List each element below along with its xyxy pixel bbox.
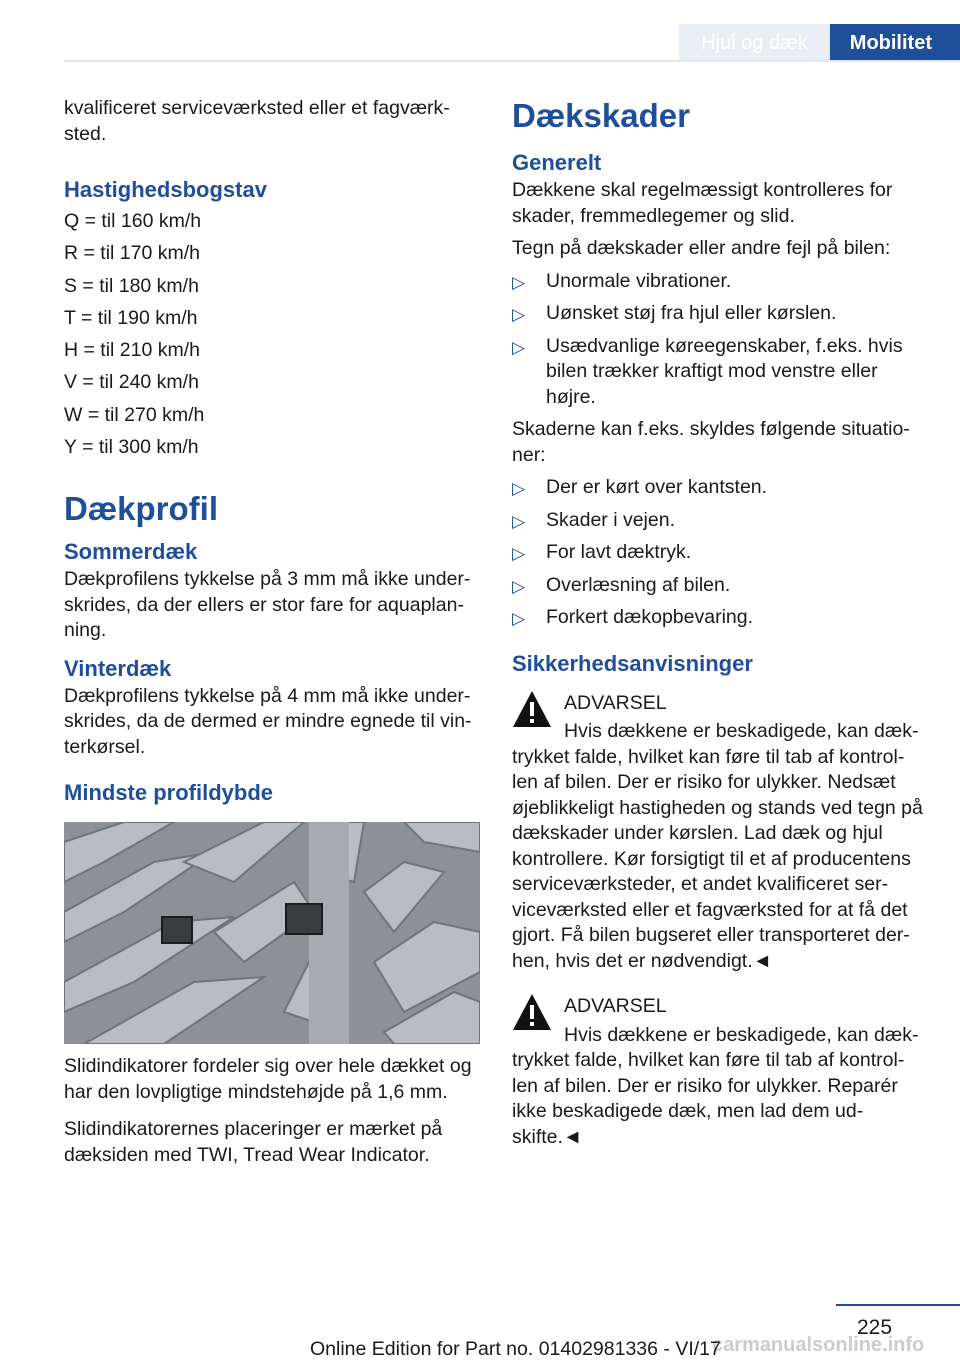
speed-item: S = til 180 km/h: [64, 274, 199, 297]
triangle-bullet-icon: ▷: [512, 609, 526, 628]
triangle-bullet-icon: ▷: [512, 511, 526, 531]
edition-text: Online Edition for Part no. 01402981336 - VI/17: [310, 1338, 721, 1360]
causes-intro: Skaderne kan f.eks. skyldes følgende situatio-ner:: [512, 418, 910, 466]
speed-item: W = til 270 km/h: [64, 403, 205, 426]
triangle-bullet-icon: ▷: [512, 479, 526, 498]
summer-text: Dækprofilens tykkelse på 3 mm må ikke under-skrides, da der ellers er stor fare for aquaplan-ning.: [64, 568, 471, 642]
warning-text: Hvis dækkene er beskadigede, kan dæk-trykket falde, hvilket kan føre til tab af kontrol-len af bilen. Der er risiko for ulykker. Reparér ikke beskadigede dæk, men lad dem ud-skifte.◄: [512, 1023, 919, 1148]
tire-tread-illustration: [64, 822, 480, 1044]
speed-item: Q = til 160 km/h: [64, 210, 202, 232]
speed-item: Y = til 300 km/h: [64, 436, 199, 459]
triangle-bullet-icon: ▷: [512, 544, 526, 563]
warning-text: Hvis dækkene er beskadigede, kan dæk-trykket falde, hvilket kan føre til tab af kontrol-len af bilen. Der er risiko for ulykker. Nedsæt øjeblikkeligt hastigheden og stands ved tegn på dækskader under kørslen. Lad dæk og hjul kontrollere. Kør forsigtigt til et af producentens serviceværksteder, et andet kvalificeret ser-viceværksted eller et fagværksted for at få det gjort. Få bilen bugseret eller transporteret der-hen, hvis det er nødvendigt.◄: [512, 720, 923, 972]
winter-text: Dækprofilens tykkelse på 4 mm må ikke under-skrides, da de dermed er mindre egnede til vin-terkørsel.: [64, 684, 472, 758]
page-number: 225: [857, 1316, 893, 1339]
speed-item: R = til 170 km/h: [64, 242, 201, 265]
header-tabs: [679, 24, 960, 62]
list-item: ▷ Skader i vejen.: [512, 508, 928, 534]
signs-list: [512, 269, 928, 411]
tab-chapter[interactable]: Mobilitet: [830, 24, 960, 62]
warning-block: [512, 691, 928, 717]
list-item: ▷ Forkert dækopbevaring.: [512, 605, 928, 631]
warning-label: ADVARSEL: [564, 691, 667, 714]
watermark: carmanualsonline.info: [712, 1334, 925, 1356]
general-text: Dækkene skal regelmæssigt kontrolleres for skader, fremmedlegemer og slid.: [512, 179, 893, 227]
left-column: [64, 96, 484, 1168]
list-item: ▷ For lavt dæktryk.: [512, 540, 928, 566]
list-item: ▷ Usædvanlige køreegenskaber, f.eks. hvis bilen trækker kraftigt mod venstre eller højre.: [512, 334, 903, 408]
triangle-bullet-icon: ▷: [512, 305, 526, 324]
tab-section[interactable]: Hjul og dæk: [679, 24, 830, 62]
safety-heading: Sikkerhedsanvisninger: [512, 650, 753, 676]
speed-heading: Hastighedsbogstav: [64, 177, 267, 202]
triangle-bullet-icon: ▷: [512, 272, 526, 292]
warning-triangle-icon: [512, 992, 552, 1032]
triangle-bullet-icon: ▷: [512, 337, 526, 357]
general-heading: Generelt: [512, 150, 602, 175]
profile-heading: Dækprofil: [64, 490, 219, 528]
list-item: ▷ Uønsket støj fra hjul eller kørslen.: [512, 301, 928, 327]
list-item: ▷ Unormale vibrationer.: [512, 269, 928, 295]
min-depth-heading: Mindste profildybde: [64, 780, 273, 806]
list-item: ▷ Overlæsning af bilen.: [512, 573, 928, 599]
speed-item: H = til 210 km/h: [64, 339, 201, 362]
speed-list: [64, 205, 484, 463]
tire-tread-image: [64, 822, 480, 1044]
damage-heading: Dækskader: [512, 97, 690, 134]
warning-label: ADVARSEL: [564, 995, 667, 1017]
twi-caption: Slidindikatorernes placeringer er mærket på dæksiden med TWI, Tread Wear Indicator.: [64, 1118, 443, 1166]
footer-rule: [836, 1304, 960, 1306]
intro-text: kvalificeret serviceværksted eller et fagværk-sted.: [64, 97, 450, 145]
header-rule: [64, 60, 960, 62]
signs-intro: Tegn på dækskader eller andre fejl på bilen:: [512, 237, 891, 259]
warning-triangle-icon: [512, 689, 552, 729]
tire-caption: Slidindikatorer fordeler sig over hele dækket og har den lovpligtige mindstehøjde på 1,6 mm.: [64, 1055, 472, 1103]
speed-item: T = til 190 km/h: [64, 306, 198, 329]
causes-list: [512, 475, 928, 631]
right-column: [512, 96, 928, 1150]
winter-heading: Vinterdæk: [64, 655, 172, 681]
triangle-bullet-icon: ▷: [512, 576, 526, 596]
speed-item: V = til 240 km/h: [64, 371, 199, 394]
summer-heading: Sommerdæk: [64, 539, 198, 565]
warning-block: [512, 994, 928, 1020]
list-item: ▷ Der er kørt over kantsten.: [512, 475, 928, 501]
